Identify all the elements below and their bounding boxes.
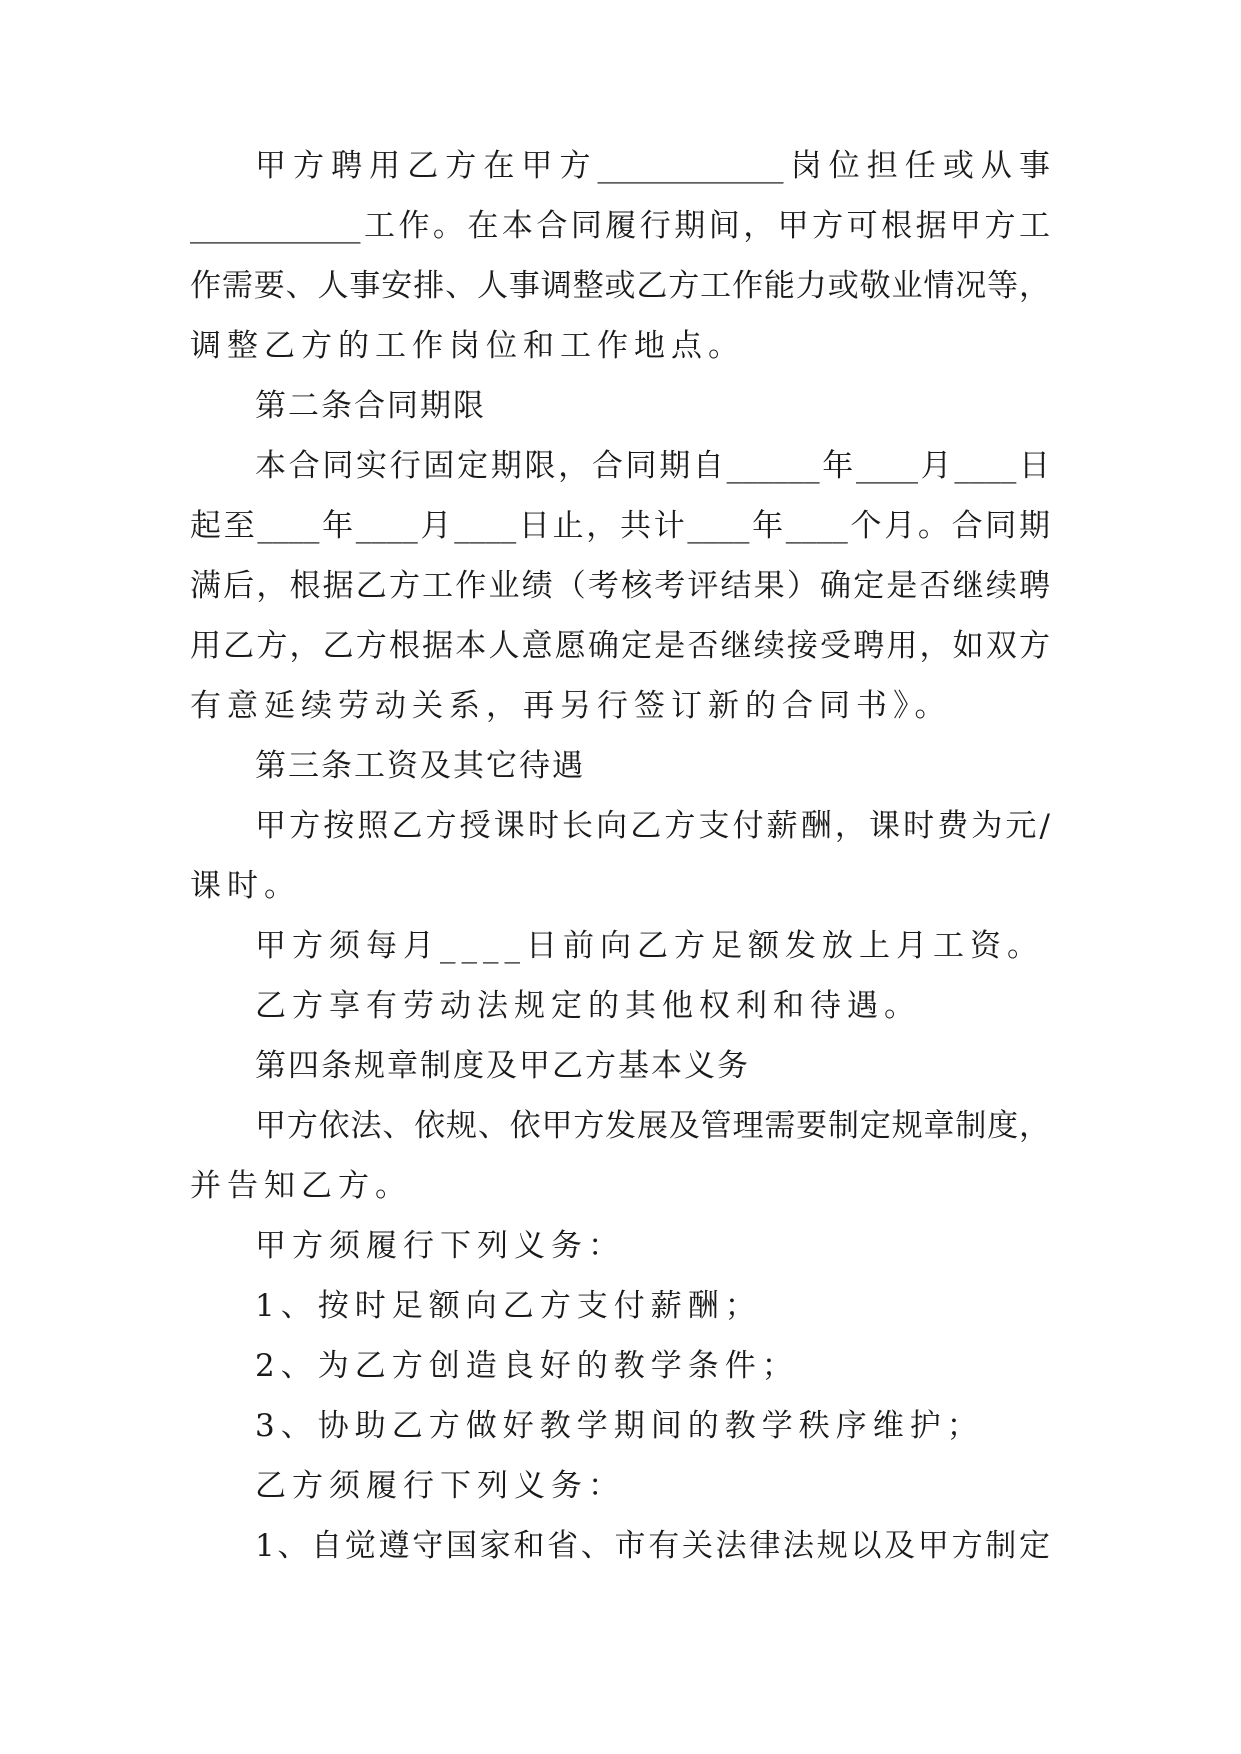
- text-line: 甲方须每月____日前向乙方足额发放上月工资。: [255, 928, 1044, 964]
- list-item: 1、按时足额向乙方支付薪酬；: [255, 1288, 762, 1324]
- text-line: 并告知乙方。: [190, 1168, 412, 1204]
- text-line: 甲方按照乙方授课时长向乙方支付薪酬，课时费为元/: [255, 808, 1050, 844]
- text-line: 本合同实行固定期限，合同期自______年____月____日: [255, 448, 1050, 484]
- text-line: ___________工作。在本合同履行期间，甲方可根据甲方工: [190, 208, 1050, 244]
- text-line: 作需要、人事安排、人事调整或乙方工作能力或敬业情况等，: [190, 268, 1050, 304]
- text-line: 满后，根据乙方工作业绩（考核考评结果）确定是否继续聘: [190, 568, 1050, 604]
- section-heading: 第三条工资及其它待遇: [255, 748, 585, 784]
- text-line: 用乙方，乙方根据本人意愿确定是否继续接受聘用，如双方: [190, 628, 1050, 664]
- text-line: 起至____年____月____日止，共计____年____个月。合同期: [190, 508, 1050, 544]
- text-line: 有意延续劳动关系，再另行签订新的合同书》。: [190, 688, 952, 724]
- list-item: 3、协助乙方做好教学期间的教学秩序维护；: [255, 1408, 984, 1444]
- text-line: 乙方须履行下列义务：: [255, 1468, 625, 1504]
- text-line: 乙方享有劳动法规定的其他权利和待遇。: [255, 988, 921, 1024]
- section-heading: 第四条规章制度及甲乙方基本义务: [255, 1048, 750, 1084]
- text-line: 甲方须履行下列义务：: [255, 1228, 625, 1264]
- text-line: 课时。: [190, 868, 301, 904]
- list-item: 2、为乙方创造良好的教学条件；: [255, 1348, 799, 1384]
- text-line: 甲方依法、依规、依甲方发展及管理需要制定规章制度，: [255, 1108, 1050, 1144]
- text-line: 调整乙方的工作岗位和工作地点。: [190, 328, 745, 364]
- text-line: 甲方聘用乙方在甲方____________岗位担任或从事: [255, 148, 1050, 184]
- section-heading: 第二条合同期限: [255, 388, 486, 424]
- list-item: 1、自觉遵守国家和省、市有关法律法规以及甲方制定: [255, 1528, 1050, 1564]
